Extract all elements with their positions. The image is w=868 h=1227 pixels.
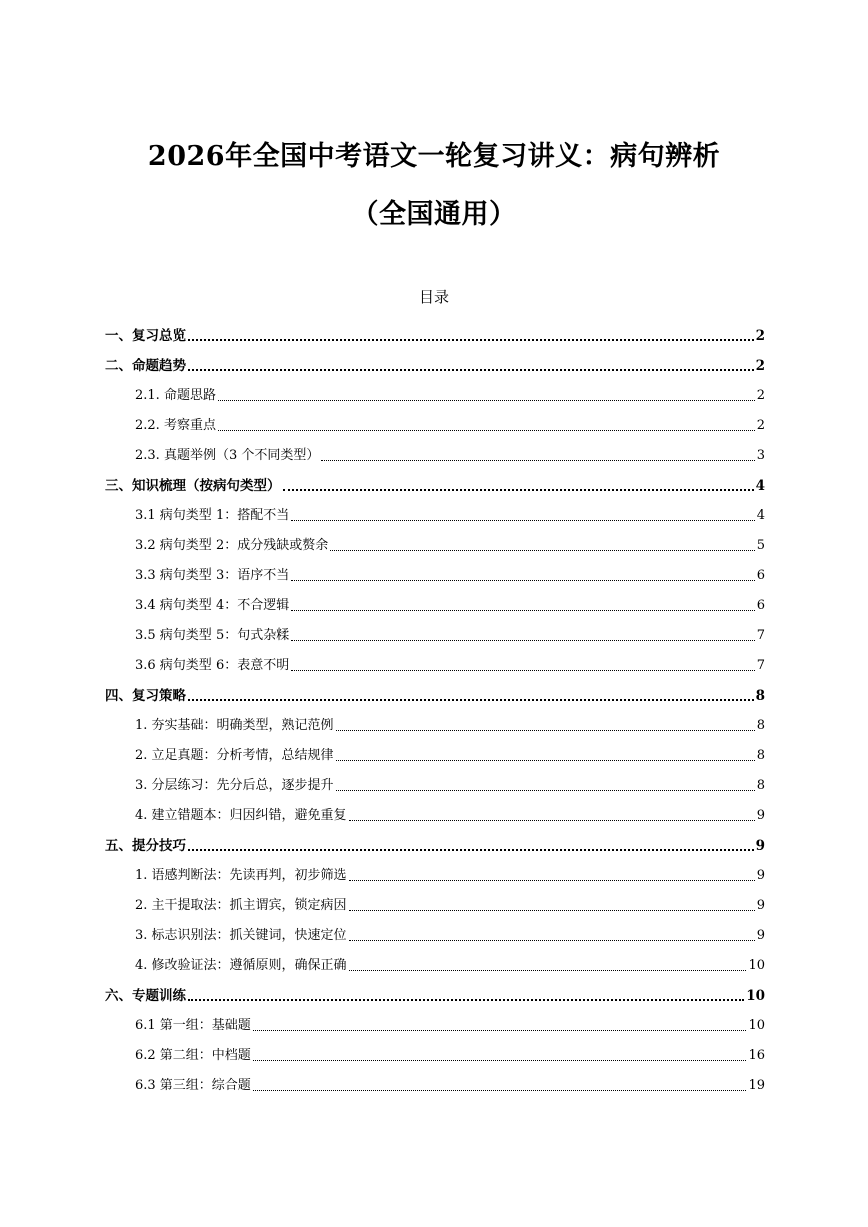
toc-entry-section[interactable] xyxy=(105,465,765,495)
toc-entry-page-number: 2 xyxy=(756,418,765,433)
toc-dot-leader xyxy=(349,880,755,881)
toc-dot-leader xyxy=(349,940,755,941)
toc-entry-section[interactable] xyxy=(105,315,765,345)
toc-entry-title: 4. 修改验证法：遵循原则，确保正确 xyxy=(135,958,347,973)
toc-entry-page-number: 8 xyxy=(756,718,765,733)
toc-entry-title: 6.2 第二组：中档题 xyxy=(135,1048,251,1063)
toc-entry-section[interactable] xyxy=(105,825,765,855)
toc-entry-page-number: 4 xyxy=(756,508,765,523)
toc-entry-page-number: 4 xyxy=(755,478,765,494)
toc-dot-leader xyxy=(291,670,755,671)
toc-entry-subsection[interactable] xyxy=(105,915,765,945)
toc-entry-page-number: 3 xyxy=(756,448,765,463)
table-of-contents xyxy=(105,315,765,1095)
toc-entry-subsection[interactable] xyxy=(105,735,765,765)
toc-entry-page-number: 2 xyxy=(756,388,765,403)
toc-dot-leader xyxy=(253,1030,747,1031)
toc-entry-page-number: 2 xyxy=(755,358,765,374)
toc-dot-leader xyxy=(330,550,755,551)
toc-entry-title: 1. 夯实基础：明确类型，熟记范例 xyxy=(135,718,334,733)
toc-entry-title: 五、提分技巧 xyxy=(105,838,186,854)
toc-entry-subsection[interactable] xyxy=(105,645,765,675)
toc-entry-page-number: 7 xyxy=(756,628,765,643)
toc-dot-leader xyxy=(253,1090,747,1091)
toc-dot-leader xyxy=(188,699,754,701)
toc-dot-leader xyxy=(336,790,755,791)
toc-entry-title: 3. 标志识别法：抓关键词，快速定位 xyxy=(135,928,347,943)
toc-entry-page-number: 8 xyxy=(756,778,765,793)
toc-entry-section[interactable] xyxy=(105,345,765,375)
toc-entry-page-number: 6 xyxy=(756,568,765,583)
toc-entry-title: 3.3 病句类型 3：语序不当 xyxy=(135,568,290,583)
toc-entry-title: 2. 主干提取法：抓主谓宾，锁定病因 xyxy=(135,898,347,913)
toc-entry-subsection[interactable] xyxy=(105,705,765,735)
toc-entry-title: 3.5 病句类型 5：句式杂糅 xyxy=(135,628,290,643)
toc-entry-title: 一、复习总览 xyxy=(105,328,186,344)
toc-dot-leader xyxy=(253,1060,747,1061)
toc-entry-subsection[interactable] xyxy=(105,1005,765,1035)
toc-entry-title: 2.1. 命题思路 xyxy=(135,388,216,403)
toc-entry-page-number: 10 xyxy=(748,1018,765,1033)
toc-entry-subsection[interactable] xyxy=(105,945,765,975)
toc-entry-title: 3.2 病句类型 2：成分残缺或赘余 xyxy=(135,538,329,553)
toc-dot-leader xyxy=(188,999,744,1001)
toc-entry-subsection[interactable] xyxy=(105,555,765,585)
toc-entry-page-number: 9 xyxy=(756,928,765,943)
toc-entry-subsection[interactable] xyxy=(105,375,765,405)
toc-entry-title: 2. 立足真题：分析考情，总结规律 xyxy=(135,748,334,763)
toc-entry-title: 三、知识梳理（按病句类型） xyxy=(105,478,281,494)
toc-entry-subsection[interactable] xyxy=(105,885,765,915)
toc-entry-subsection[interactable] xyxy=(105,855,765,885)
toc-entry-subsection[interactable] xyxy=(105,435,765,465)
toc-entry-title: 2.2. 考察重点 xyxy=(135,418,216,433)
toc-entry-subsection[interactable] xyxy=(105,615,765,645)
toc-dot-leader xyxy=(291,520,755,521)
toc-entry-subsection[interactable] xyxy=(105,1065,765,1095)
toc-entry-page-number: 8 xyxy=(755,688,765,704)
title-line-1: 2026年全国中考语文一轮复习讲义：病句辨析 xyxy=(147,141,721,172)
toc-entry-page-number: 9 xyxy=(755,838,765,854)
toc-entry-page-number: 10 xyxy=(748,958,765,973)
toc-entry-subsection[interactable] xyxy=(105,585,765,615)
toc-entry-page-number: 7 xyxy=(756,658,765,673)
title-line-2: （全国通用） xyxy=(351,199,517,230)
toc-dot-leader xyxy=(321,460,754,461)
toc-entry-subsection[interactable] xyxy=(105,525,765,555)
toc-entry-page-number: 9 xyxy=(756,868,765,883)
toc-entry-page-number: 9 xyxy=(756,898,765,913)
toc-dot-leader xyxy=(291,640,755,641)
toc-dot-leader xyxy=(336,760,755,761)
toc-dot-leader xyxy=(218,430,755,431)
toc-entry-page-number: 2 xyxy=(755,328,765,344)
toc-dot-leader xyxy=(349,820,755,821)
toc-entry-subsection[interactable] xyxy=(105,405,765,435)
toc-entry-page-number: 19 xyxy=(748,1078,765,1093)
toc-entry-page-number: 6 xyxy=(756,598,765,613)
toc-entry-page-number: 8 xyxy=(756,748,765,763)
toc-entry-section[interactable] xyxy=(105,975,765,1005)
toc-entry-title: 四、复习策略 xyxy=(105,688,186,704)
toc-entry-title: 3.6 病句类型 6：表意不明 xyxy=(135,658,290,673)
toc-entry-title: 1. 语感判断法：先读再判，初步筛选 xyxy=(135,868,347,883)
toc-heading: 目录 xyxy=(418,288,449,306)
toc-dot-leader xyxy=(188,849,754,851)
toc-entry-title: 6.3 第三组：综合题 xyxy=(135,1078,251,1093)
toc-entry-page-number: 5 xyxy=(756,538,765,553)
toc-dot-leader xyxy=(349,910,755,911)
toc-dot-leader xyxy=(336,730,755,731)
toc-dot-leader xyxy=(291,610,755,611)
toc-dot-leader xyxy=(218,400,755,401)
toc-entry-subsection[interactable] xyxy=(105,765,765,795)
toc-dot-leader xyxy=(188,369,754,371)
toc-dot-leader xyxy=(283,489,754,491)
toc-entry-page-number: 9 xyxy=(756,808,765,823)
toc-entry-title: 六、专题训练 xyxy=(105,988,186,1004)
toc-entry-title: 4. 建立错题本：归因纠错，避免重复 xyxy=(135,808,347,823)
toc-entry-title: 3. 分层练习：先分后总，逐步提升 xyxy=(135,778,334,793)
toc-entry-subsection[interactable] xyxy=(105,795,765,825)
toc-entry-section[interactable] xyxy=(105,675,765,705)
toc-dot-leader xyxy=(188,339,754,341)
toc-entry-title: 3.1 病句类型 1：搭配不当 xyxy=(135,508,290,523)
toc-entry-subsection[interactable] xyxy=(105,1035,765,1065)
toc-entry-title: 2.3. 真题举例（3 个不同类型） xyxy=(135,448,320,463)
toc-entry-subsection[interactable] xyxy=(105,495,765,525)
document-title xyxy=(0,128,868,244)
toc-entry-title: 6.1 第一组：基础题 xyxy=(135,1018,251,1033)
toc-entry-page-number: 16 xyxy=(748,1048,765,1063)
toc-entry-page-number: 10 xyxy=(746,988,765,1004)
toc-entry-title: 3.4 病句类型 4：不合逻辑 xyxy=(135,598,290,613)
toc-entry-title: 二、命题趋势 xyxy=(105,358,186,374)
toc-dot-leader xyxy=(291,580,755,581)
toc-dot-leader xyxy=(349,970,747,971)
